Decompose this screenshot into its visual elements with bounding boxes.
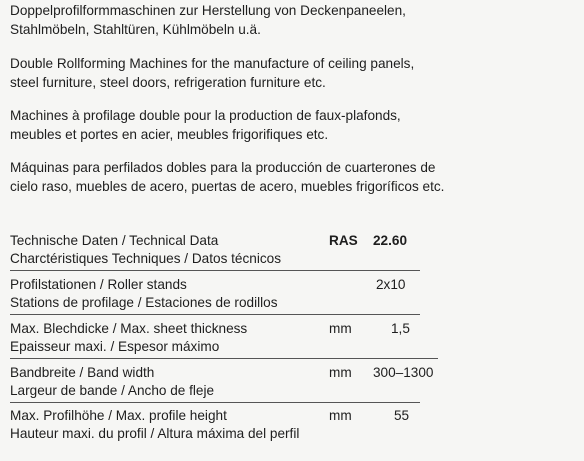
spec-row-sheet-thickness [10,320,440,356]
model-number: 22.60 [373,233,408,248]
spec-label-line-1: Max. Blechdicke / Max. sheet thickness [10,321,248,336]
intro-english [10,54,575,92]
intro-line: Doppelprofilformmaschinen zur Herstellung von Deckenpaneelen, [10,3,406,18]
divider [10,314,420,315]
spec-value: 1,5 [391,321,410,336]
spec-label-line-2: Hauteur maxi. du profil / Altura máxima del perfil [10,426,300,441]
spec-value: 55 [394,408,410,423]
spec-value: 2x10 [376,277,406,292]
intro-line: Stahlmöbeln, Stahltüren, Kühlmöbeln u.ä. [10,22,261,37]
spec-row-band-width [10,364,440,400]
spec-label-line-1: Max. Profilhöhe / Max. profile height [10,408,227,423]
spec-label-line-2: Largeur de bande / Ancho de fleje [10,383,215,398]
spec-value: 300–1300 [373,365,434,380]
spec-header-line-1: Technische Daten / Technical Data [10,233,219,248]
spec-label-line-2: Stations de profilage / Estaciones de rodillos [10,295,278,310]
divider [10,270,420,271]
spec-row-profile-height [10,407,440,443]
spec-unit: mm [329,321,352,336]
intro-spanish [10,158,575,196]
spec-label-line-1: Profilstationen / Roller stands [10,277,187,292]
intro-line: steel furniture, steel doors, refrigeration furniture etc. [10,75,326,90]
intro-line: Machines à profilage double pour la production de faux-plafonds, [10,108,401,123]
spec-row-roller-stands [10,276,440,312]
model-code: RAS [329,233,358,248]
spec-unit: mm [329,408,352,423]
intro-french [10,106,575,144]
intro-line: meubles et portes en acier, meubles frigorifiques etc. [10,127,329,142]
intro-line: Máquinas para perfilados dobles para la producción de cuarterones de [10,160,436,175]
spec-label-line-2: Epaisseur maxi. / Espesor máximo [10,339,220,354]
divider [10,358,438,359]
intro-line: Double Rollforming Machines for the manufacture of ceiling panels, [10,56,415,71]
intro-german [10,1,575,39]
spec-table-header [10,232,440,268]
divider [10,402,420,403]
spec-header-line-2: Charctéristiques Techniques / Datos técnicos [10,251,282,266]
spec-unit: mm [329,365,352,380]
intro-line: cielo raso, muebles de acero, puertas de acero, muebles frigoríficos etc. [10,179,445,194]
spec-label-line-1: Bandbreite / Band width [10,365,155,380]
